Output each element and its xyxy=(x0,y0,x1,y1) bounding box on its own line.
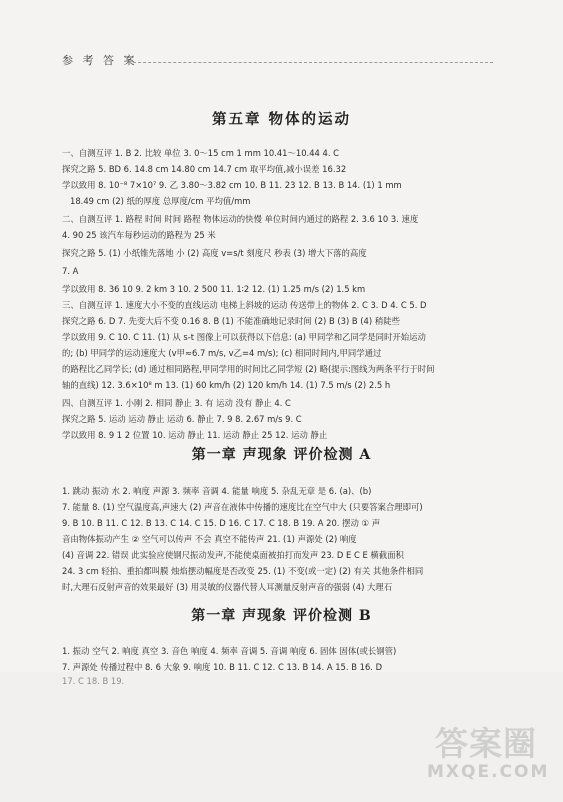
watermark-logo: 答案圈 xyxy=(435,724,537,763)
answer-line: 17. C 18. B 19. xyxy=(62,676,125,686)
answer-line: 的; (b) 甲同学的运动速度大 (v甲≈6.7 m/s, v乙=4 m/s); (c) 相同时间内,甲同学通过 xyxy=(62,348,382,358)
answer-line: 探究之路 5. 运动 运动 静止 运动 6. 静止 7. 9 8. 2.67 m/s 9. C xyxy=(62,414,302,424)
watermark-url: MXQE.COM xyxy=(427,762,550,782)
answer-line: 音由物体振动产生 ② 空气可以传声 不会 真空不能传声 21. (1) 声源处 (2) 响度 xyxy=(62,534,357,544)
answer-line: 7. 能量 8. (1) 空气温度高,声速大 (2) 声音在液体中传播的速度比在空气中大 (只要答案合理即可) xyxy=(62,502,423,512)
answer-line: 轴的直线) 12. 3.6×10⁸ m 13. (1) 60 km/h (2) 120 km/h 14. (1) 7.5 m/s (2) 2.5 h xyxy=(62,380,391,390)
answer-line: 1. 跳动 振动 水 2. 响度 声源 3. 频率 音调 4. 能量 响度 5. 杂乱无章 是 6. (a)、(b) xyxy=(62,486,372,496)
answer-line: 探究之路 5. BD 6. 14.8 cm 14.80 cm 14.7 cm 取平均值,减小误差 16.32 xyxy=(62,164,347,174)
watermark xyxy=(427,718,550,788)
answer-line: 9. B 10. B 11. C 12. B 13. C 14. C 15. D 16. C 17. C 18. B 19. A 20. 摆动 ① 声 xyxy=(62,518,381,528)
answer-line: 学以致用 8. 10⁻⁸ 7×10⁷ 9. 乙 3.80～3.82 cm 10. B 11. 23 12. B 13. B 14. (1) 1 mm xyxy=(62,180,402,190)
answer-line: 7. 声源处 传播过程中 8. 6 大象 9. 响度 10. B 11. C 12. C 13. B 14. A 15. B 16. D xyxy=(62,662,383,672)
answer-line: 时,大理石反射声音的效果最好 (3) 用灵敏的仪器代替人耳测量反射声音的强弱 (4) 大理石 xyxy=(62,582,393,592)
header-rule xyxy=(128,62,493,63)
chapter5-title: 第五章 物体的运动 xyxy=(211,111,352,128)
answer-line: 的路程比乙同学长; (d) 通过相同路程,甲同学用的时间比乙同学短 (2) 略(提示:图线为两条平行于时间 xyxy=(62,364,435,374)
answer-line: 7. A xyxy=(62,266,79,276)
answer-line: 1. 振动 空气 2. 响度 真空 3. 音色 响度 4. 频率 音调 5. 音调 响度 6. 固体 固体(或长钢管) xyxy=(62,646,397,656)
answer-line: 四、自测互评 1. 小刚 2. 相同 静止 3. 有 运动 没有 静止 4. C xyxy=(62,398,291,408)
answer-line: 4. 90 25 该汽车每秒运动的路程为 25 米 xyxy=(62,230,216,240)
page-header: 参 考 答 案 xyxy=(62,54,138,67)
answer-line: (4) 音调 22. 错误 此实验应使钢尺振动发声,不能使桌面被拍打而发声 23. D E C E 横截面积 xyxy=(62,550,404,560)
answer-line: 学以致用 8. 36 10 9. 2 km 3 10. 2 500 11. 1∶2 12. (1) 1.25 m/s (2) 1.5 km xyxy=(62,284,366,294)
answer-line: 24. 3 cm 轻拍、重拍都叫膜 烛焰摆动幅度是否改变 25. (1) 不变(或一定) (2) 有关 其他条件相同 xyxy=(62,566,424,576)
answer-line: 二、自测互评 1. 路程 时间 时间 路程 物体运动的快慢 单位时间内通过的路程 2. 3.6 10 3. 速度 xyxy=(62,214,419,224)
answer-line: 学以致用 8. 9 1 2 位置 10. 运动 静止 11. 运动 静止 25 12. 运动 静止 xyxy=(62,430,328,440)
answer-line: 探究之路 5. (1) 小纸锥先落地 小 (2) 高度 v=s/t 刻度尺 秒表 (3) 增大下落的高度 xyxy=(62,248,367,258)
chapter1-test-a-title: 第一章 声现象 评价检测 A xyxy=(191,447,372,463)
answer-line: 学以致用 9. C 10. C 11. (1) 从 s-t 图像上可以获得以下信息: (a) 甲同学和乙同学是同时开始运动 xyxy=(62,332,426,342)
answer-line: 一、自测互评 1. B 2. 比较 单位 3. 0～15 cm 1 mm 10.41～10.44 4. C xyxy=(62,148,340,158)
answer-line: 探究之路 6. D 7. 先变大后不变 0.16 8. B (1) 不能准确地记录时间 (2) B (3) B (4) 稍陡些 xyxy=(62,316,400,326)
chapter1-test-b-title: 第一章 声现象 评价检测 B xyxy=(191,608,372,624)
answer-line: 18.49 cm (2) 纸的厚度 总厚度/cm 平均值/mm xyxy=(70,196,251,206)
answer-line: 三、自测互评 1. 速度大小不变的直线运动 电梯上斜坡的运动 传送带上的物体 2. C 3. D 4. C 5. D xyxy=(62,300,427,310)
